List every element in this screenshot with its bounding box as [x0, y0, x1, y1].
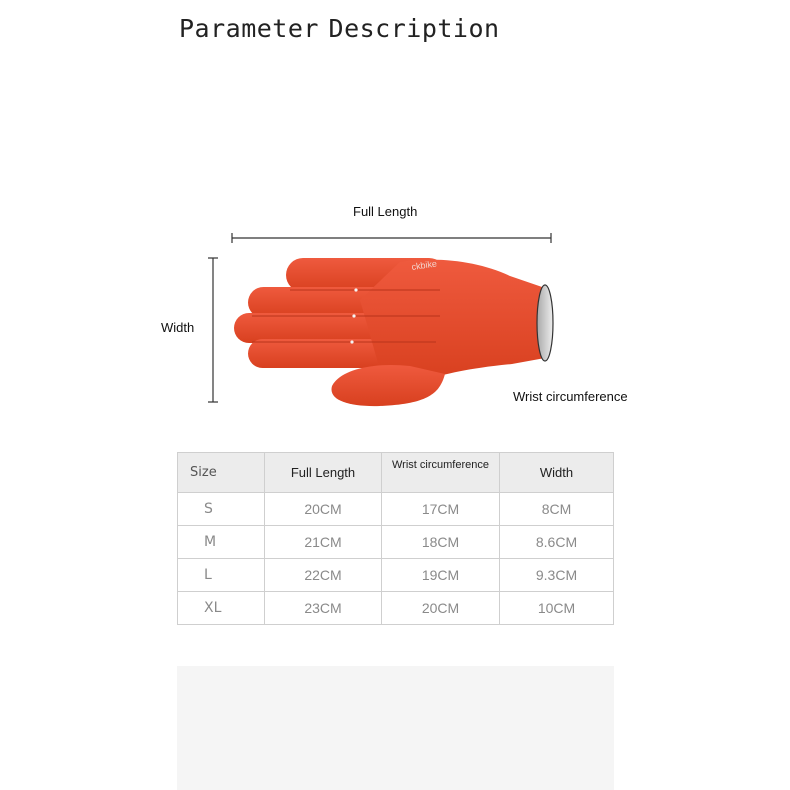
cell-size: S: [178, 493, 265, 526]
cell-size: XL: [178, 592, 265, 625]
cell-full-length: 23CM: [265, 592, 382, 625]
cell-wrist-circumference: 17CM: [382, 493, 500, 526]
cell-wrist-circumference: 18CM: [382, 526, 500, 559]
header-size: Size: [178, 453, 265, 493]
cell-wrist-circumference: 20CM: [382, 592, 500, 625]
cell-width: 8.6CM: [500, 526, 614, 559]
cell-wrist-circumference: 19CM: [382, 559, 500, 592]
table-row: [178, 526, 614, 559]
blank-panel: [177, 666, 614, 790]
glove-brand-print: ckbike: [410, 258, 438, 272]
full-length-dimension: [232, 233, 551, 243]
cell-full-length: 22CM: [265, 559, 382, 592]
cell-width: 10CM: [500, 592, 614, 625]
table-row: [178, 592, 614, 625]
glove-image: [234, 258, 545, 406]
size-table: [177, 452, 614, 625]
cell-width: 9.3CM: [500, 559, 614, 592]
page-title: Parameter Description: [179, 14, 500, 43]
header-wrist-circumference: Wrist circumference: [382, 453, 500, 493]
width-dimension: [208, 258, 218, 402]
cell-full-length: 21CM: [265, 526, 382, 559]
width-label: Width: [161, 320, 195, 335]
cell-width: 8CM: [500, 493, 614, 526]
table-row: [178, 493, 614, 526]
table-row: [178, 559, 614, 592]
table-header-row: [178, 453, 614, 493]
full-length-label: Full Length: [353, 204, 418, 219]
wrist-opening: [537, 285, 553, 361]
cell-size: M: [178, 526, 265, 559]
cell-full-length: 20CM: [265, 493, 382, 526]
header-full-length: Full Length: [265, 453, 382, 493]
cell-size: L: [178, 559, 265, 592]
header-width: Width: [500, 453, 614, 493]
wrist-circumference-label: Wrist circumference: [513, 389, 628, 404]
